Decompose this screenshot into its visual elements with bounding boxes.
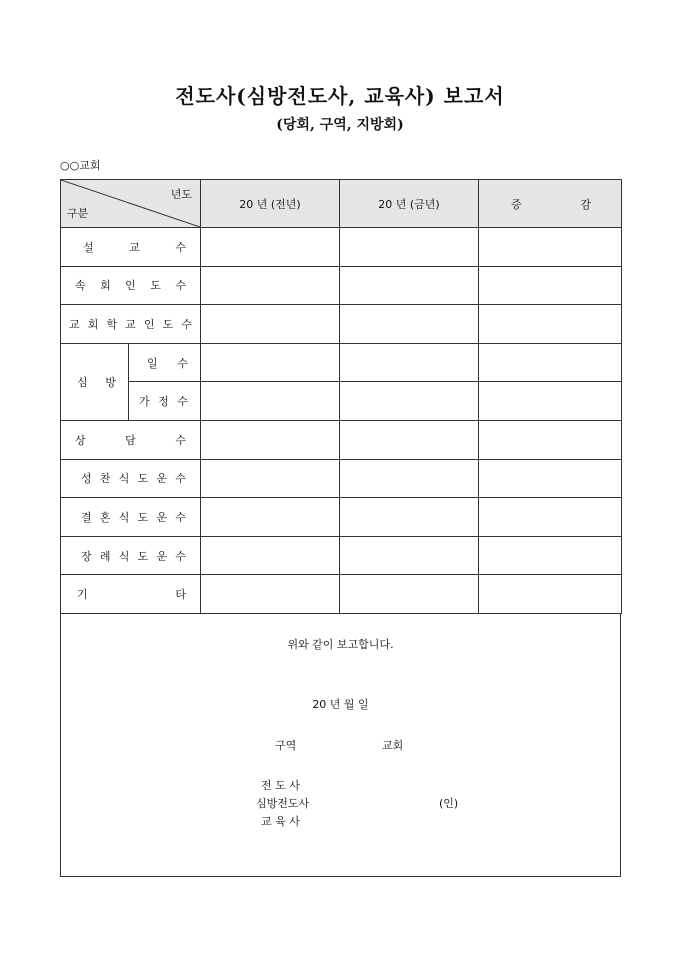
table-row bbox=[61, 498, 622, 537]
year-header-label: 년도 bbox=[170, 188, 192, 201]
report-date: 20 년 월 일 bbox=[312, 697, 369, 711]
prev-year-cell[interactable] bbox=[201, 536, 340, 575]
prev-year-cell[interactable] bbox=[201, 343, 340, 382]
row-label-visit-days: 일 수 bbox=[129, 343, 201, 382]
decrease-label: 감 bbox=[580, 197, 591, 211]
increase-label: 증 bbox=[511, 197, 522, 211]
prev-year-cell[interactable] bbox=[201, 305, 340, 344]
change-cell[interactable] bbox=[479, 228, 622, 267]
table-row bbox=[61, 536, 622, 575]
row-label-sunday-school-evangelism: 교 회 학 교 인 도 수 bbox=[61, 305, 201, 344]
signer-visitation-evangelist: 심방전도사 bbox=[256, 796, 310, 810]
row-label-cell-evangelism: 속 회 인 도 수 bbox=[61, 266, 201, 305]
change-cell[interactable] bbox=[479, 305, 622, 344]
prev-year-cell[interactable] bbox=[201, 228, 340, 267]
church-label: 교회 bbox=[382, 738, 404, 752]
row-label-visit-households: 가 정 수 bbox=[129, 382, 201, 421]
table-row bbox=[61, 343, 622, 382]
change-cell[interactable] bbox=[479, 459, 622, 498]
change-cell[interactable] bbox=[479, 382, 622, 421]
seal-mark: (인) bbox=[439, 796, 459, 810]
curr-year-header: 20 년 (금년) bbox=[340, 180, 479, 228]
change-cell[interactable] bbox=[479, 420, 622, 459]
row-label-wedding: 결 혼 식 도 운 수 bbox=[61, 498, 201, 537]
curr-year-cell[interactable] bbox=[340, 266, 479, 305]
table-row bbox=[61, 382, 622, 421]
change-cell[interactable] bbox=[479, 343, 622, 382]
curr-year-cell[interactable] bbox=[340, 228, 479, 267]
document-title: 전도사(심방전도사, 교육사) 보고서 bbox=[175, 84, 505, 108]
change-cell[interactable] bbox=[479, 575, 622, 614]
prev-year-cell[interactable] bbox=[201, 575, 340, 614]
curr-year-cell[interactable] bbox=[340, 420, 479, 459]
prev-year-header: 20 년 (전년) bbox=[201, 180, 340, 228]
prev-year-cell[interactable] bbox=[201, 382, 340, 421]
table-row bbox=[61, 575, 622, 614]
curr-year-cell[interactable] bbox=[340, 575, 479, 614]
report-form bbox=[60, 179, 621, 876]
curr-year-cell[interactable] bbox=[340, 498, 479, 537]
row-label-sermons: 설 교 수 bbox=[61, 228, 201, 267]
change-cell[interactable] bbox=[479, 498, 622, 537]
category-header-label: 구분 bbox=[67, 207, 89, 220]
curr-year-cell[interactable] bbox=[340, 536, 479, 575]
prev-year-cell[interactable] bbox=[201, 459, 340, 498]
report-statement: 위와 같이 보고합니다. bbox=[287, 637, 394, 651]
document-subtitle: (당회, 구역, 지방회) bbox=[276, 117, 404, 133]
row-label-funeral: 장 례 식 도 운 수 bbox=[61, 536, 201, 575]
row-label-counseling: 상 담 수 bbox=[61, 420, 201, 459]
district-label: 구역 bbox=[275, 738, 297, 752]
table-row bbox=[61, 228, 622, 267]
church-name-label: ○○교회 bbox=[60, 159, 101, 172]
row-label-communion: 성 찬 식 도 운 수 bbox=[61, 459, 201, 498]
curr-year-cell[interactable] bbox=[340, 305, 479, 344]
prev-year-cell[interactable] bbox=[201, 266, 340, 305]
table-row bbox=[61, 459, 622, 498]
diagonal-header-cell bbox=[61, 180, 201, 228]
curr-year-cell[interactable] bbox=[340, 459, 479, 498]
curr-year-cell[interactable] bbox=[340, 382, 479, 421]
prev-year-cell[interactable] bbox=[201, 498, 340, 537]
row-label-other: 기 타 bbox=[61, 575, 201, 614]
change-cell[interactable] bbox=[479, 536, 622, 575]
report-table bbox=[60, 179, 622, 614]
change-header bbox=[479, 180, 622, 228]
curr-year-cell[interactable] bbox=[340, 343, 479, 382]
change-cell[interactable] bbox=[479, 266, 622, 305]
signer-evangelist: 전 도 사 bbox=[261, 778, 300, 792]
signer-educator: 교 육 사 bbox=[261, 814, 300, 828]
prev-year-cell[interactable] bbox=[201, 420, 340, 459]
row-label-visitation: 심 방 bbox=[61, 343, 129, 420]
report-footer bbox=[60, 614, 621, 877]
table-row bbox=[61, 266, 622, 305]
table-row bbox=[61, 305, 622, 344]
table-header-row bbox=[61, 180, 622, 228]
table-row bbox=[61, 420, 622, 459]
